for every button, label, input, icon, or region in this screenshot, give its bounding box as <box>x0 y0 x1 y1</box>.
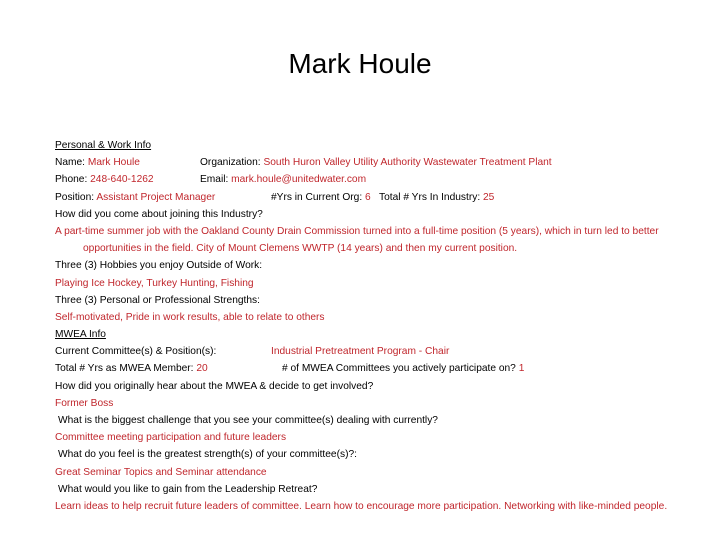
committee-row <box>55 343 685 360</box>
yrs-industry-label: Total # Yrs In Industry: <box>378 191 481 203</box>
mwea-heading: MWEA Info <box>55 329 106 341</box>
committee-value: Industrial Pretreatment Program - Chair <box>271 346 450 358</box>
strengths-answer: Self-motivated, Pride in work results, able to relate to others <box>55 311 325 323</box>
email-label: Email: <box>200 174 229 186</box>
hobbies-question: Three (3) Hobbies you enjoy Outside of Work: <box>55 260 263 272</box>
profile-content <box>55 137 685 515</box>
email-value: mark.houle@unitedwater.com <box>231 174 367 186</box>
member-label: Total # Yrs as MWEA Member: <box>55 363 194 375</box>
phone-label: Phone: <box>55 174 88 186</box>
strengths-question: Three (3) Personal or Professional Strengths: <box>55 294 260 306</box>
committee-label: Current Committee(s) & Position(s): <box>55 346 217 358</box>
position-label: Position: <box>55 191 95 203</box>
hobbies-answer: Playing Ice Hockey, Turkey Hunting, Fishing <box>55 277 254 289</box>
page-title: Mark Houle <box>288 48 432 79</box>
committees-count-value: 1 <box>518 363 525 375</box>
name-value: Mark Houle <box>87 157 140 169</box>
org-field <box>200 154 552 171</box>
name-row <box>55 154 685 171</box>
committees-count-field <box>282 360 524 377</box>
years-field <box>271 189 494 206</box>
email-field <box>200 171 366 188</box>
org-value: South Huron Valley Utility Authority Wastewater Treatment Plant <box>263 157 552 169</box>
committees-count-label: # of MWEA Committees you actively participate on? <box>282 363 516 375</box>
hear-question: How did you originally hear about the MWEA & decide to get involved? <box>55 380 374 392</box>
name-label: Name: <box>55 157 86 169</box>
join-question: How did you come about joining this Industry? <box>55 208 263 220</box>
member-row <box>55 360 685 377</box>
org-label: Organization: <box>200 157 261 169</box>
strength-answer: Great Seminar Topics and Seminar attendance <box>55 466 267 478</box>
yrs-org-label: #Yrs in Current Org: <box>271 191 363 203</box>
phone-row <box>55 171 685 188</box>
retreat-question: What would you like to gain from the Leadership Retreat? <box>58 483 318 495</box>
phone-value: 248-640-1262 <box>90 174 154 186</box>
strength-question: What do you feel is the greatest strength(s) of your committee(s)?: <box>58 449 357 461</box>
position-row <box>55 189 685 206</box>
yrs-org-value: 6 <box>365 191 371 203</box>
personal-heading: Personal & Work Info <box>55 140 152 151</box>
retreat-answer: Learn ideas to help recruit future leaders of committee. Learn how to encourage more participation. Networking with like-minded people. <box>55 500 668 512</box>
member-value: 20 <box>196 363 208 375</box>
join-answer: A part-time summer job with the Oakland County Drain Commission turned into a full-time position (5 years), which in turn led to better opportunities in the field. City of Mount Clemens WWTP (14 years) and then my current position. <box>55 225 659 255</box>
challenge-question: What is the biggest challenge that you see your committee(s) dealing with currently? <box>58 415 438 427</box>
challenge-answer: Committee meeting participation and future leaders <box>55 432 287 444</box>
yrs-industry-value: 25 <box>483 191 495 203</box>
hear-answer: Former Boss <box>55 397 114 409</box>
position-value: Assistant Project Manager <box>96 191 216 203</box>
